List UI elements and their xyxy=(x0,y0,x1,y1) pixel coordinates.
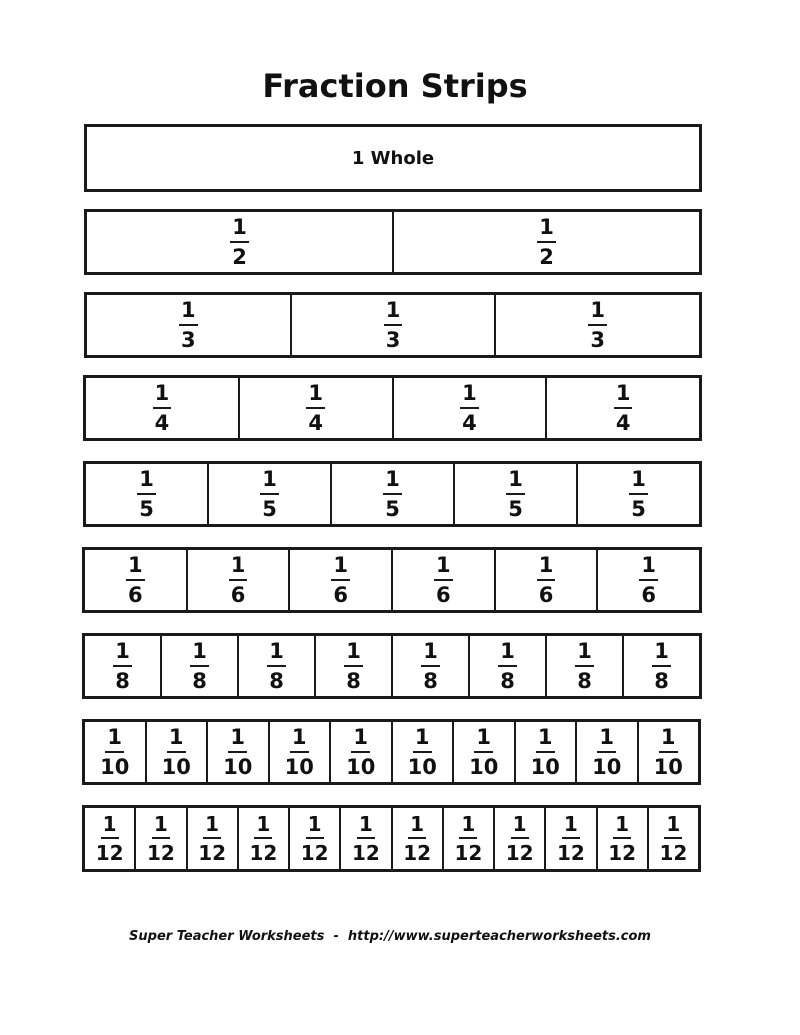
fraction-cell xyxy=(188,550,291,610)
fraction xyxy=(113,638,132,693)
fraction xyxy=(383,466,402,521)
fraction-denominator: 5 xyxy=(631,496,646,521)
fraction xyxy=(126,552,145,607)
fraction xyxy=(179,297,198,352)
fraction xyxy=(344,638,363,693)
fraction-denominator: 12 xyxy=(608,841,637,865)
fraction-denominator: 6 xyxy=(128,582,143,607)
fraction-denominator: 8 xyxy=(115,668,130,693)
fraction-cell xyxy=(240,378,394,438)
fraction-cell xyxy=(394,212,699,272)
strip-tenths xyxy=(82,719,701,785)
fraction xyxy=(249,814,277,863)
fraction-denominator: 4 xyxy=(462,410,477,435)
fraction-numerator: 1 xyxy=(413,727,432,753)
fraction-cell xyxy=(341,808,392,869)
fraction xyxy=(331,552,350,607)
fraction xyxy=(498,638,517,693)
fraction-numerator: 1 xyxy=(474,727,493,753)
fraction xyxy=(223,724,253,779)
fraction-numerator: 1 xyxy=(597,727,616,753)
fraction-denominator: 6 xyxy=(333,582,348,607)
fraction-cell xyxy=(86,464,209,524)
fraction-cell xyxy=(290,808,341,869)
fraction-denominator: 12 xyxy=(146,841,175,865)
fraction xyxy=(557,814,585,863)
fraction-cell xyxy=(547,636,624,696)
fraction-denominator: 6 xyxy=(538,582,554,607)
fraction xyxy=(537,552,556,607)
fraction-numerator: 1 xyxy=(384,300,403,326)
fraction-denominator: 3 xyxy=(385,327,401,352)
fraction-denominator: 6 xyxy=(436,582,451,607)
fraction-numerator: 1 xyxy=(203,814,221,839)
fraction xyxy=(434,552,453,607)
fraction-denominator: 12 xyxy=(300,841,329,865)
fraction xyxy=(653,724,683,779)
fraction-cell xyxy=(208,722,270,782)
fraction xyxy=(137,466,156,521)
fraction-cell xyxy=(87,212,394,272)
fraction-numerator: 1 xyxy=(105,727,124,753)
fraction-denominator: 10 xyxy=(653,754,683,779)
fraction xyxy=(306,380,325,435)
fraction-denominator: 8 xyxy=(192,668,207,693)
fraction-cell xyxy=(455,464,578,524)
fraction xyxy=(506,814,534,863)
fraction xyxy=(267,638,286,693)
whole-cell xyxy=(87,127,699,189)
fraction xyxy=(575,638,594,693)
fraction-cell xyxy=(577,722,639,782)
fraction-numerator: 1 xyxy=(659,727,678,753)
fraction-cell xyxy=(598,808,649,869)
fraction-numerator: 1 xyxy=(562,814,580,839)
fraction-numerator: 1 xyxy=(588,300,607,326)
fraction-denominator: 2 xyxy=(539,244,554,269)
fraction-denominator: 10 xyxy=(100,754,130,779)
fraction-denominator: 2 xyxy=(232,244,247,269)
fraction-cell xyxy=(639,722,699,782)
fraction-numerator: 1 xyxy=(639,555,658,581)
fraction xyxy=(230,214,249,269)
strip-sixths xyxy=(82,547,702,613)
strip-twelfths xyxy=(82,805,701,872)
fraction-cell xyxy=(86,378,240,438)
fraction xyxy=(352,814,380,863)
fraction-numerator: 1 xyxy=(306,383,325,409)
fraction-denominator: 12 xyxy=(556,841,585,865)
fraction-cell xyxy=(239,808,290,869)
fraction-denominator: 4 xyxy=(615,410,631,435)
fraction-denominator: 10 xyxy=(469,754,499,779)
fraction-numerator: 1 xyxy=(575,641,594,667)
fraction-numerator: 1 xyxy=(498,641,517,667)
fraction-cell xyxy=(454,722,516,782)
fraction-numerator: 1 xyxy=(613,814,631,839)
fraction xyxy=(260,466,279,521)
fraction-numerator: 1 xyxy=(228,727,247,753)
fraction-cell xyxy=(136,808,187,869)
fraction-denominator: 8 xyxy=(269,668,284,693)
fraction-denominator: 3 xyxy=(590,327,605,352)
fraction-denominator: 3 xyxy=(181,327,196,352)
fraction-numerator: 1 xyxy=(434,555,453,581)
fraction-denominator: 8 xyxy=(500,668,515,693)
fraction-denominator: 12 xyxy=(505,841,534,865)
fraction-cell xyxy=(162,636,239,696)
fraction-denominator: 5 xyxy=(385,496,400,521)
fraction-denominator: 12 xyxy=(351,841,380,865)
fraction-denominator: 8 xyxy=(423,668,438,693)
fraction-denominator: 6 xyxy=(641,582,656,607)
fraction-cell xyxy=(649,808,698,869)
fraction-cell xyxy=(332,464,455,524)
fraction xyxy=(301,814,329,863)
fraction xyxy=(460,380,479,435)
fraction-numerator: 1 xyxy=(137,469,156,495)
fraction-denominator: 5 xyxy=(508,496,523,521)
fraction-cell xyxy=(495,808,546,869)
fraction-numerator: 1 xyxy=(126,555,145,581)
fraction-denominator: 10 xyxy=(346,754,376,779)
fraction-denominator: 10 xyxy=(530,754,560,779)
fraction xyxy=(407,724,437,779)
fraction-denominator: 8 xyxy=(577,668,592,693)
fraction-denominator: 12 xyxy=(403,841,432,865)
fraction-denominator: 8 xyxy=(346,668,361,693)
fraction-denominator: 5 xyxy=(139,496,154,521)
fraction-numerator: 1 xyxy=(511,814,529,839)
fraction xyxy=(639,552,658,607)
strip-fourths xyxy=(83,375,702,441)
fraction-cell xyxy=(624,636,699,696)
strip-thirds xyxy=(84,292,702,358)
fraction-denominator: 4 xyxy=(308,410,323,435)
fraction-numerator: 1 xyxy=(101,814,119,839)
fraction-cell xyxy=(393,808,444,869)
fraction xyxy=(147,814,175,863)
fraction-numerator: 1 xyxy=(190,641,209,667)
strip-eighths xyxy=(82,633,702,699)
fraction-numerator: 1 xyxy=(229,555,248,581)
fraction xyxy=(198,814,226,863)
fraction-numerator: 1 xyxy=(267,641,286,667)
footer-separator: - xyxy=(333,929,339,944)
fraction xyxy=(629,466,648,521)
fraction-numerator: 1 xyxy=(664,814,682,839)
fraction xyxy=(96,814,124,863)
whole-strip xyxy=(84,124,702,192)
fraction xyxy=(652,638,671,693)
fraction-cell xyxy=(290,550,393,610)
fraction xyxy=(454,814,482,863)
fraction-numerator: 1 xyxy=(306,814,324,839)
fraction xyxy=(161,724,191,779)
fraction-cell xyxy=(292,295,497,355)
fraction-numerator: 1 xyxy=(460,383,479,409)
fraction-numerator: 1 xyxy=(614,383,633,409)
fraction-numerator: 1 xyxy=(421,641,440,667)
fraction-denominator: 12 xyxy=(198,841,227,865)
fraction-cell xyxy=(546,808,597,869)
fraction xyxy=(190,638,209,693)
fraction-numerator: 1 xyxy=(652,641,671,667)
fraction-cell xyxy=(393,636,470,696)
strip-halves xyxy=(84,209,702,275)
fraction-numerator: 1 xyxy=(290,727,309,753)
fraction-numerator: 1 xyxy=(179,300,198,326)
fraction xyxy=(153,380,172,435)
fraction-denominator: 10 xyxy=(161,754,191,779)
footer-publisher: Super Teacher Worksheets xyxy=(129,929,325,944)
fraction xyxy=(537,214,556,269)
fraction-cell xyxy=(331,722,393,782)
fraction xyxy=(614,380,633,435)
fraction-denominator: 12 xyxy=(249,841,278,865)
fraction xyxy=(100,724,130,779)
fraction-numerator: 1 xyxy=(537,555,556,581)
fraction-denominator: 6 xyxy=(230,582,246,607)
fraction xyxy=(284,724,314,779)
fraction xyxy=(403,814,431,863)
fraction xyxy=(608,814,636,863)
fraction-cell xyxy=(496,295,699,355)
fraction-numerator: 1 xyxy=(113,641,132,667)
fraction-numerator: 1 xyxy=(408,814,426,839)
fraction-cell xyxy=(239,636,316,696)
fraction xyxy=(229,552,248,607)
fraction-cell xyxy=(598,550,699,610)
fraction-cell xyxy=(547,378,699,438)
fraction-numerator: 1 xyxy=(260,469,279,495)
fraction xyxy=(530,724,560,779)
fraction-cell xyxy=(85,550,188,610)
fraction-denominator: 12 xyxy=(659,841,688,865)
fraction-cell xyxy=(393,722,455,782)
fraction-numerator: 1 xyxy=(536,727,555,753)
fraction-denominator: 10 xyxy=(592,754,622,779)
fraction-numerator: 1 xyxy=(506,469,525,495)
page-title: Fraction Strips xyxy=(262,67,528,105)
fraction-denominator: 12 xyxy=(95,841,124,865)
fraction-cell xyxy=(394,378,548,438)
fraction xyxy=(469,724,499,779)
fraction-denominator: 5 xyxy=(262,496,277,521)
fraction-numerator: 1 xyxy=(383,469,402,495)
fraction-numerator: 1 xyxy=(459,814,477,839)
fraction-cell xyxy=(85,636,162,696)
whole-label: 1 Whole xyxy=(351,147,435,169)
fraction-cell xyxy=(470,636,547,696)
fraction-cell xyxy=(147,722,209,782)
fraction-cell xyxy=(516,722,578,782)
footer xyxy=(0,929,780,944)
fraction xyxy=(659,814,687,863)
fraction-numerator: 1 xyxy=(351,727,370,753)
fraction-cell xyxy=(578,464,699,524)
fraction-cell xyxy=(209,464,332,524)
fraction-denominator: 12 xyxy=(454,841,483,865)
footer-url: http://www.superteacherworksheets.com xyxy=(347,929,651,944)
fraction-cell xyxy=(85,808,136,869)
fraction-numerator: 1 xyxy=(537,217,556,243)
fraction-numerator: 1 xyxy=(331,555,350,581)
fraction-numerator: 1 xyxy=(167,727,186,753)
fraction xyxy=(592,724,622,779)
fraction-cell xyxy=(496,550,599,610)
fraction xyxy=(346,724,376,779)
fraction-cell xyxy=(316,636,393,696)
fraction-cell xyxy=(270,722,332,782)
fraction-cell xyxy=(188,808,239,869)
fraction-denominator: 10 xyxy=(284,754,314,779)
fraction-cell xyxy=(87,295,292,355)
fraction-cell xyxy=(393,550,496,610)
fraction-numerator: 1 xyxy=(153,383,172,409)
fraction xyxy=(588,297,607,352)
fraction-numerator: 1 xyxy=(254,814,272,839)
fraction-numerator: 1 xyxy=(357,814,375,839)
fraction-numerator: 1 xyxy=(152,814,170,839)
fraction-numerator: 1 xyxy=(230,217,249,243)
strip-fifths xyxy=(83,461,702,527)
fraction xyxy=(421,638,440,693)
fraction xyxy=(384,297,403,352)
fraction-cell xyxy=(444,808,495,869)
fraction-denominator: 10 xyxy=(223,754,253,779)
fraction-denominator: 4 xyxy=(154,410,170,435)
fraction xyxy=(506,466,525,521)
fraction-denominator: 10 xyxy=(407,754,437,779)
fraction-cell xyxy=(85,722,147,782)
fraction-denominator: 8 xyxy=(654,668,669,693)
fraction-numerator: 1 xyxy=(344,641,363,667)
fraction-numerator: 1 xyxy=(629,469,648,495)
